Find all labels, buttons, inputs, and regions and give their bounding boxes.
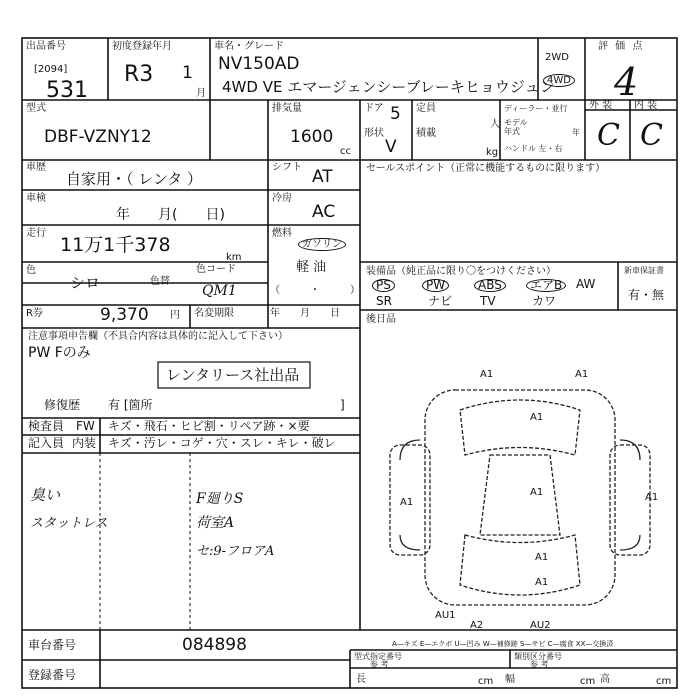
shape-value: V	[385, 137, 397, 157]
damage-rear-window: A1	[535, 552, 549, 563]
sales-label: セールスポイント（正常に機能するものに限ります）	[366, 163, 606, 174]
type-designation-label: 型式指定番号	[354, 652, 402, 661]
warranty-value: 有・無	[628, 288, 665, 302]
ext-label: 外 装	[589, 100, 613, 111]
history-value: 自家用・（ レンタ ）	[66, 170, 203, 188]
damage-rear-right: AU2	[530, 620, 551, 630]
class-label: 類別区分番号	[514, 652, 562, 661]
reg-month: 1	[182, 63, 193, 83]
load-label: 積載	[416, 128, 436, 139]
equip-pw: PW	[422, 279, 474, 293]
handle-label: ハンドル 左・右	[504, 144, 563, 153]
reg-era: R3	[124, 62, 154, 87]
notes-label: 注意事項申告欄（不具合内容は具体的に記入して下さい）	[28, 331, 288, 342]
aircon-label: 冷房	[272, 193, 292, 204]
recycle-value: 9,370	[100, 305, 149, 325]
note-a: 臭い	[30, 486, 61, 504]
recycle-unit: 円	[170, 310, 180, 321]
mileage-value: 11万1千378	[60, 234, 171, 256]
later-items-label: 後日品	[366, 314, 396, 325]
recycle-label: R券	[26, 308, 43, 319]
equip-airbag: エアB	[526, 279, 576, 293]
lot-number: 531	[46, 78, 88, 103]
damage-roof: A1	[530, 487, 544, 498]
fuel-gasoline: ガソリン	[298, 238, 346, 251]
equip-navi: ナビ	[428, 294, 453, 308]
load-unit: kg	[486, 147, 499, 158]
note-b: スタットレス	[30, 516, 108, 531]
damage-legend: A—キズ E—エクボ U—凹み W—補修跡 S—サビ C—腐食 XX—交換済	[392, 640, 614, 648]
name-change-label: 名変期限	[194, 308, 234, 319]
int-label-row: 内装	[72, 436, 97, 450]
rental-stamp: レンタリース社出品	[166, 366, 300, 384]
type-label: 型式	[26, 103, 46, 114]
notes-line1: PW Fのみ	[28, 345, 91, 361]
height-unit: cm	[656, 676, 672, 687]
repair-value: 有 [箇所	[108, 398, 153, 412]
history-label: 車歴	[26, 162, 46, 173]
damage-tailgate: A1	[535, 577, 549, 588]
reg-label: 初度登録年月	[112, 41, 172, 52]
fuel-label: 燃料	[272, 228, 292, 239]
warranty-label: 新車保証書	[624, 266, 664, 275]
record-label: 記入員	[28, 436, 65, 450]
shape-label: 形状	[364, 128, 384, 139]
fuel-other: （ ・ ）	[270, 285, 360, 296]
shaken-label: 車検	[26, 193, 46, 204]
equipment-row2	[376, 296, 616, 309]
lot-sub: [2094]	[34, 64, 68, 75]
equip-abs: ABS	[474, 279, 526, 293]
shift-value: AT	[312, 167, 333, 187]
year-unit: 年	[572, 128, 580, 137]
equip-ps: PS	[372, 279, 422, 293]
capacity-label: 定員	[416, 103, 436, 114]
model-name: NV150AD	[218, 54, 300, 74]
chassis-value: 084898	[182, 635, 247, 655]
int-value: C	[640, 118, 663, 153]
ref2: 参 考	[530, 660, 549, 669]
drive-4wd: 4WD	[543, 74, 575, 87]
length-unit: cm	[478, 676, 494, 687]
equipment-label: 装備品（純正品に限り〇をつけください）	[366, 266, 556, 277]
int-label: 内 装	[634, 100, 658, 111]
score-label: 評 価 点	[598, 41, 645, 52]
model-year-label: モデル 年式	[504, 118, 528, 136]
color-code-label: 色コード	[196, 264, 236, 275]
type-value: DBF-VZNY12	[44, 127, 152, 147]
shaken-value: 年 月( 日)	[116, 207, 225, 223]
equipment-row1	[372, 279, 618, 293]
damage-rear-bumper: A2	[470, 620, 484, 630]
damage-right-side: A1	[645, 492, 659, 503]
note-c: F廻りS	[196, 491, 244, 507]
inspect-label: 検査員	[28, 419, 65, 433]
fw-items: キズ・飛石・ヒビ割・リペア跡・×要	[108, 419, 310, 433]
name-change-value: 年 月 日	[270, 308, 340, 319]
note-d: 荷室A	[196, 515, 235, 531]
equip-leather: カワ	[532, 294, 557, 308]
grade: 4WD VE エマージェンシーブレーキヒョウジュン	[222, 78, 555, 96]
equip-tv: TV	[480, 294, 496, 308]
color-label: 色	[26, 265, 36, 276]
damage-front-right: A1	[575, 369, 589, 380]
damage-front-left: A1	[480, 369, 494, 380]
length-label: 長	[356, 674, 366, 685]
shift-label: シフト	[272, 162, 302, 173]
car-diagram	[360, 360, 677, 630]
import-label: ディーラー・並行	[504, 104, 568, 113]
drive-2wd: 2WD	[545, 52, 569, 63]
doors-value: 5	[390, 104, 401, 124]
disp-label: 排気量	[272, 103, 302, 114]
color-value: シロ	[70, 274, 101, 292]
height-label: 高	[600, 674, 610, 685]
fuel-diesel: 軽 油	[296, 260, 327, 275]
chassis-label: 車台番号	[28, 638, 77, 652]
doors-label: ドア	[364, 103, 384, 114]
model-label: 車名・グレード	[214, 41, 284, 52]
score-value: 4	[614, 60, 639, 104]
damage-left-side: A1	[400, 497, 414, 508]
mileage-label: 走行	[26, 228, 46, 239]
int-items: キズ・汚レ・コゲ・穴・スレ・キレ・破レ	[108, 436, 336, 450]
disp-value: 1600	[290, 127, 334, 147]
aircon-value: AC	[312, 202, 336, 222]
damage-hood: A1	[530, 412, 544, 423]
disp-unit: cc	[340, 146, 351, 157]
equip-aw: AW	[576, 277, 596, 291]
ref1: 参 考	[370, 660, 389, 669]
ext-value: C	[597, 118, 620, 153]
repair-label: 修復歴	[44, 398, 81, 412]
regno-label: 登録番号	[28, 668, 77, 682]
fw-label: FW	[76, 419, 95, 433]
width-unit: cm	[580, 676, 596, 687]
color-special-label: 色替	[150, 276, 170, 287]
lot-label: 出品番号	[26, 41, 66, 52]
equip-sr: SR	[376, 294, 392, 308]
note-e: セ:9-フロアA	[196, 544, 275, 559]
damage-rear-left: AU1	[435, 610, 456, 621]
mileage-unit: km	[226, 252, 242, 263]
repair-close: ]	[340, 398, 345, 412]
color-code-value: QM1	[202, 283, 237, 299]
width-label: 幅	[505, 674, 515, 685]
reg-month-unit: 月	[196, 88, 206, 99]
capacity-unit: 人	[490, 119, 500, 130]
